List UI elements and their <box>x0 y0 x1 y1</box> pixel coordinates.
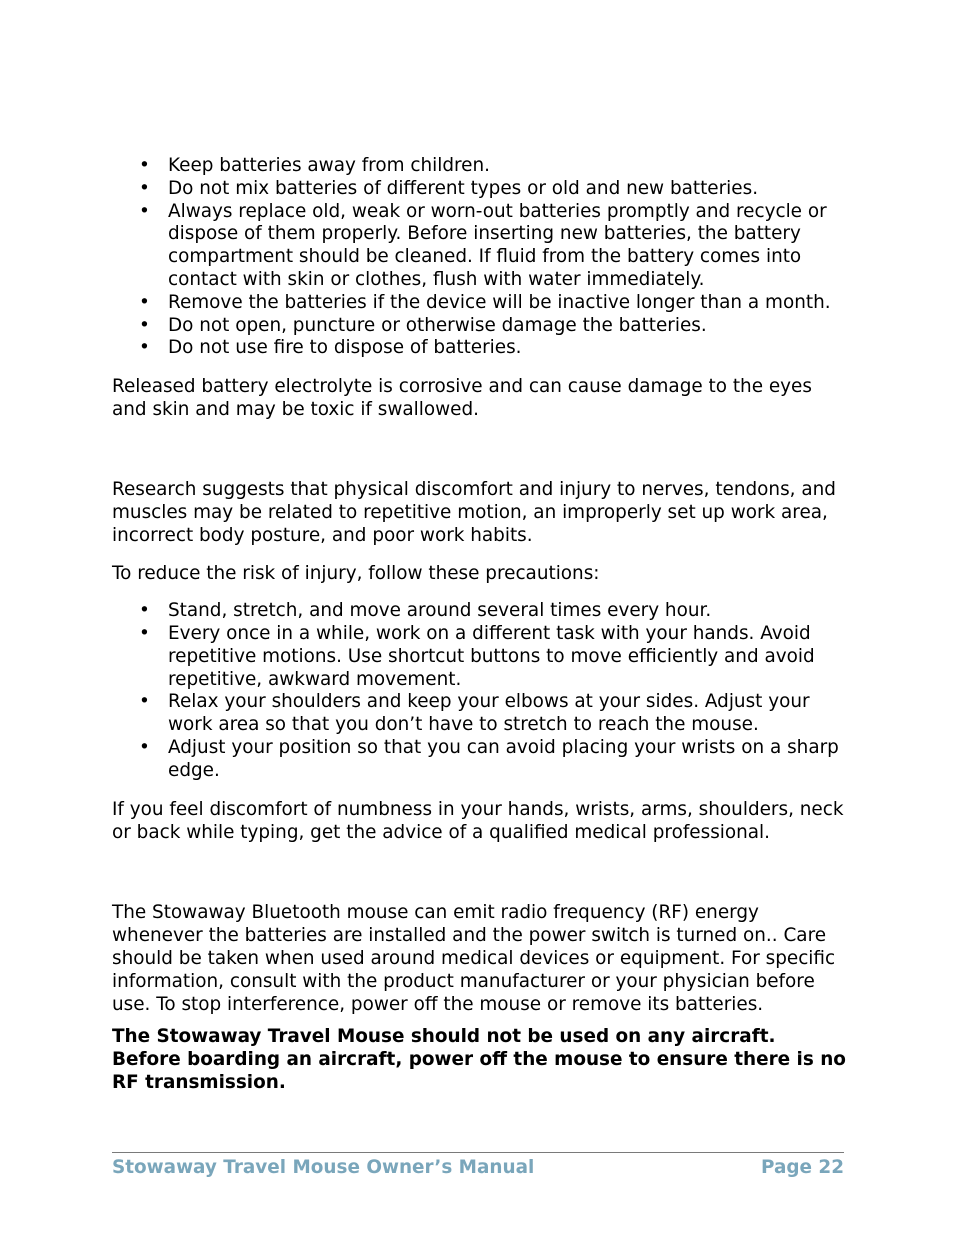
rf-energy-paragraph: The Stowaway Bluetooth mouse can emit radio frequency (RF) energy whenever the batteries are installed and the power switch is turned on.. Care should be taken when used around medical devices or equipment. For specific information, consult with the product manufacturer or your physician before use. To stop interference, power off the mouse or remove its batteries. <box>112 901 836 1015</box>
list-item: • Do not open, puncture or otherwise damage the batteries. <box>112 315 847 338</box>
page-footer <box>112 1152 844 1178</box>
footer-page-number: Page 22 <box>760 1157 844 1178</box>
list-item: • Stand, stretch, and move around several times every hour. <box>112 600 847 623</box>
battery-warning-paragraph: Released battery electrolyte is corrosive and can cause damage to the eyes and skin and may be toxic if swallowed. <box>112 376 812 421</box>
list-item: • Do not use fire to dispose of batteries. <box>112 337 847 360</box>
list-item: • Remove the batteries if the device will be inactive longer than a month. <box>112 292 847 315</box>
aircraft-warning-paragraph: The Stowaway Travel Mouse should not be used on any aircraft. Before boarding an aircraft, power off the mouse to ensure there is no RF transmission. <box>112 1025 846 1093</box>
battery-precautions-list <box>112 155 847 360</box>
list-item: • Always replace old, weak or worn-out batteries promptly and recycle or dispose of them properly. Before inserting new batteries, the battery compartment should be cleaned. If fluid from the battery comes into contact with skin or clothes, flush with water immediately. <box>112 201 847 292</box>
page-content <box>112 155 847 1094</box>
list-item: • Do not mix batteries of different types or old and new batteries. <box>112 178 847 201</box>
ergonomics-precautions-list <box>112 600 847 782</box>
ergonomics-advice-paragraph: If you feel discomfort of numbness in your hands, wrists, arms, shoulders, neck or back while typing, get the advice of a qualified medical professional. <box>112 798 844 843</box>
list-item: • Keep batteries away from children. <box>112 155 847 178</box>
footer-title: Stowaway Travel Mouse Owner’s Manual <box>112 1157 535 1178</box>
list-item: • Adjust your position so that you can avoid placing your wrists on a sharp edge. <box>112 737 847 783</box>
list-item: • Every once in a while, work on a different task with your hands. Avoid repetitive motions. Use shortcut buttons to move efficiently and avoid repetitive, awkward movement. <box>112 623 847 691</box>
list-item: • Relax your shoulders and keep your elbows at your sides. Adjust your work area so that you don’t have to stretch to reach the mouse. <box>112 691 847 737</box>
ergonomics-intro-paragraph: Research suggests that physical discomfort and injury to nerves, tendons, and muscles may be related to repetitive motion, an improperly set up work area, incorrect body posture, and poor work habits. <box>112 479 836 547</box>
ergonomics-lead-paragraph: To reduce the risk of injury, follow these precautions: <box>112 563 600 585</box>
